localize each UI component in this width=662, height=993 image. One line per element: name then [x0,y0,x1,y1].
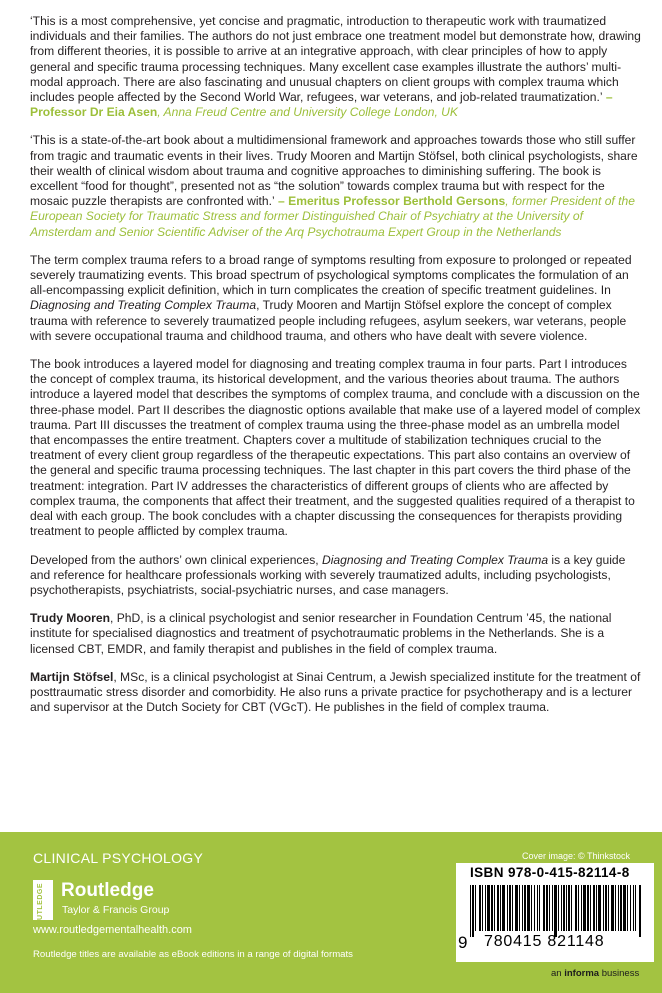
barcode-bar [494,885,495,931]
barcode-bar [630,885,631,931]
barcode-bar [500,885,501,931]
informa-brand: informa [564,968,600,979]
barcode-first-digit: 9 [458,933,468,952]
barcode-bar [605,885,607,931]
publisher-group: Taylor & Francis Group [62,904,170,916]
barcode-bar [497,885,499,931]
book-title: Diagnosing and Treating Complex Trauma [30,298,257,313]
review-text: ‘This is a state-of-the-art book about a multidimensional framework and approaches towards those who still suffer from tragic and traumatic events in their lives. Trudy Mooren and Martijn Stöfsel, both clinical psychologists, share their wealth of clinical wisdom about trauma and cognitive approaches to diminishing suffering. The book is excellent “food for thought”, presented not as “the solution” towards complex trauma but with respect for the mosaic puzzle therapists are confronted with.’ [30,133,638,209]
barcode-bar [598,885,601,931]
barcode-bar [615,885,616,931]
barcode-icon [470,885,642,937]
barcode-bar [470,885,471,937]
barcode-bar [509,885,511,931]
description-paragraph-2: The book introduces a layered model for diagnosing and treating complex trauma in four parts. Part I introduces the concept of complex trauma, its historical development, and the various theories about trauma. The authors introduce a layered model that describes the symptoms of complex trauma, and conclude with a discussion on the three-phase model. Part II describes the diagnostic options available that make use of a layered model of complex trauma. Part III discusses the treatment of complex trauma using the three-phase model as an umbrella model that encompasses the entire treatment. Chapters cover a multitude of stabilization techniques crucial to the treatment of every client group regardless of the therapeutic expectations. This part also contains an overview of the general and specific trauma processing techniques. The last chapter in this part covers the third phase of the treatment: integration. Part IV addresses the characteristics of different groups of clients who are affected by complex trauma, the components that affect their treatment, and the suggested qualities required of a therapist to deal with each group. The book concludes with a chapter discussing the consequences for therapists providing treatment to people afflicted by complex trauma. [30,357,641,539]
bio-text: , PhD, is a clinical psychologist and senior researcher in Foundation Centrum ’45, the national institute for specialised diagnostics and treatment of psychotraumatic problems in the Netherlands. She is a licensed CBT, EMDR, and family therapist and publishes in the field of complex trauma. [30,611,612,656]
barcode-bar [487,885,490,931]
barcode-bar [512,885,513,931]
isbn-barcode [456,863,654,962]
publisher-url[interactable]: www.routledgementalhealth.com [33,924,192,936]
barcode-bar [639,885,641,937]
text: an [551,968,565,979]
publisher-name: Routledge [61,880,154,901]
barcode-bar [522,885,523,931]
reviewer-affiliation: , Anna Freud Centre and University College London, UK [157,105,458,120]
barcode-bar [531,885,532,931]
barcode-bar [534,885,535,931]
barcode-bar [502,885,505,931]
barcode-bar [537,885,538,931]
barcode-bar [479,885,481,931]
book-title: Diagnosing and Treating Complex Trauma [321,552,549,567]
barcode-bar [475,885,476,931]
barcode-bar [575,885,577,931]
informa-business-note [551,968,639,979]
bio-text: , MSc, is a clinical psychologist at Sinai Centrum, a Jewish specialized institute for the treatment of posttraumatic stress disorder and comorbidity. He also runs a private practice for psychotherapy and is a lecturer and supervisor at the Dutch Society for CBT (VGcT). He publishes in the field of complex trauma. [30,669,641,715]
text: Developed from the authors’ own clinical experiences, [30,552,322,567]
publisher-footer [0,832,662,993]
back-cover-text [30,14,642,728]
barcode-bar [554,885,557,937]
barcode-bar [571,885,572,931]
barcode-bar [627,885,628,931]
reviewer-name: – Professor Dr Eia Asen [30,90,613,120]
author-name: Martijn Stöfsel [30,669,114,684]
barcode-bar [590,885,591,931]
barcode-bar [563,885,565,931]
author-bio-1 [30,611,642,657]
barcode-bar [527,885,530,931]
barcode-bar [558,885,559,931]
barcode-bar [507,885,508,931]
barcode-bar [583,885,586,931]
barcode-bar [491,885,493,931]
barcode-bar [561,885,562,931]
logo-mark-text: ROUTLEDGE [37,883,44,932]
barcode-bar [596,885,597,931]
barcode-bar [485,885,486,931]
text: is a key guide and reference for healthcare professionals working with severely traumatized adults, including psychologists, psychotherapists, psychiatrists, social-psychiatric nurses, and case managers. [30,552,626,597]
barcode-bar [482,885,483,931]
text: business [599,968,640,979]
barcode-bar [549,885,550,931]
barcode-bar [546,885,548,931]
routledge-logo-icon [33,880,53,932]
barcode-bar [543,885,545,931]
review-quote-2 [30,133,642,239]
barcode-bar [515,885,518,931]
subject-category: CLINICAL PSYCHOLOGY [33,850,204,866]
barcode-bar [620,885,622,931]
barcode-bar [552,885,553,931]
reviewer-name: – Emeritus Professor Berthold Gersons [274,194,506,209]
barcode-bar [593,885,595,931]
barcode-bar [633,885,634,931]
review-text: ‘This is a most comprehensive, yet concise and pragmatic, introduction to therapeutic work with traumatized individuals and their families. The authors do not just embrace one treatment model but demonstrate how, drawing from different theories, it is possible to arrive at an integrative approach, with clear principles of how to apply general and specific trauma processing techniques. Many excellent case examples illustrate the authors’ multi-modal approach. There are also fascinating and unusual chapters on client groups with complex trauma which includes people affected by the Second World War, refugees, war veterans, and job-related traumatization.’ [30,14,641,105]
text: , Trudy Mooren and Martijn Stöfsel explore the concept of complex trauma with reference to severely traumatized people including refugees, asylum seekers, war veterans, people with severe occupational trauma and childhood trauma, and others who have dealt with severe violence. [30,298,627,343]
barcode-bar [566,885,567,931]
cover-credit: Cover image: © Thinkstock [522,851,631,861]
reviewer-affiliation: , former President of the European Society for Traumatic Stress and former Distinguished Chair of Psychiatry at the University of Amsterdam and Senior Scientific Adviser of the Arq Psychotrauma Expert Group in the Netherlands [30,194,635,239]
description-paragraph-1 [30,253,642,344]
description-paragraph-3 [30,553,642,599]
text: The term complex trauma refers to a broad range of symptoms resulting from exposure to prolonged or repeated severely traumatizing events. This broad spectrum of psychological symptoms complicates the formulation of an all-encompassing explicit definition, which in turn complicates the creation of specific treatment guidelines. In [30,252,632,298]
barcode-bar [472,885,474,937]
isbn-number: ISBN 978-0-415-82114-8 [470,865,630,880]
review-quote-1 [30,14,642,120]
barcode-bar [623,885,626,931]
barcode-digits: 780415 821148 [484,933,605,950]
barcode-bar [603,885,604,931]
barcode-bar [519,885,520,931]
author-bio-2 [30,670,642,716]
barcode-bar [578,885,579,931]
barcode-bar [611,885,614,931]
barcode-bar [635,885,636,931]
ebook-note: Routledge titles are available as eBook editions in a range of digital formats [33,949,353,960]
barcode-bar [568,885,570,931]
barcode-bar [581,885,582,931]
barcode-bar [608,885,609,931]
barcode-bar [587,885,589,931]
author-name: Trudy Mooren [30,611,110,626]
barcode-bar [539,885,540,931]
barcode-bar [524,885,526,931]
barcode-bar [618,885,619,931]
